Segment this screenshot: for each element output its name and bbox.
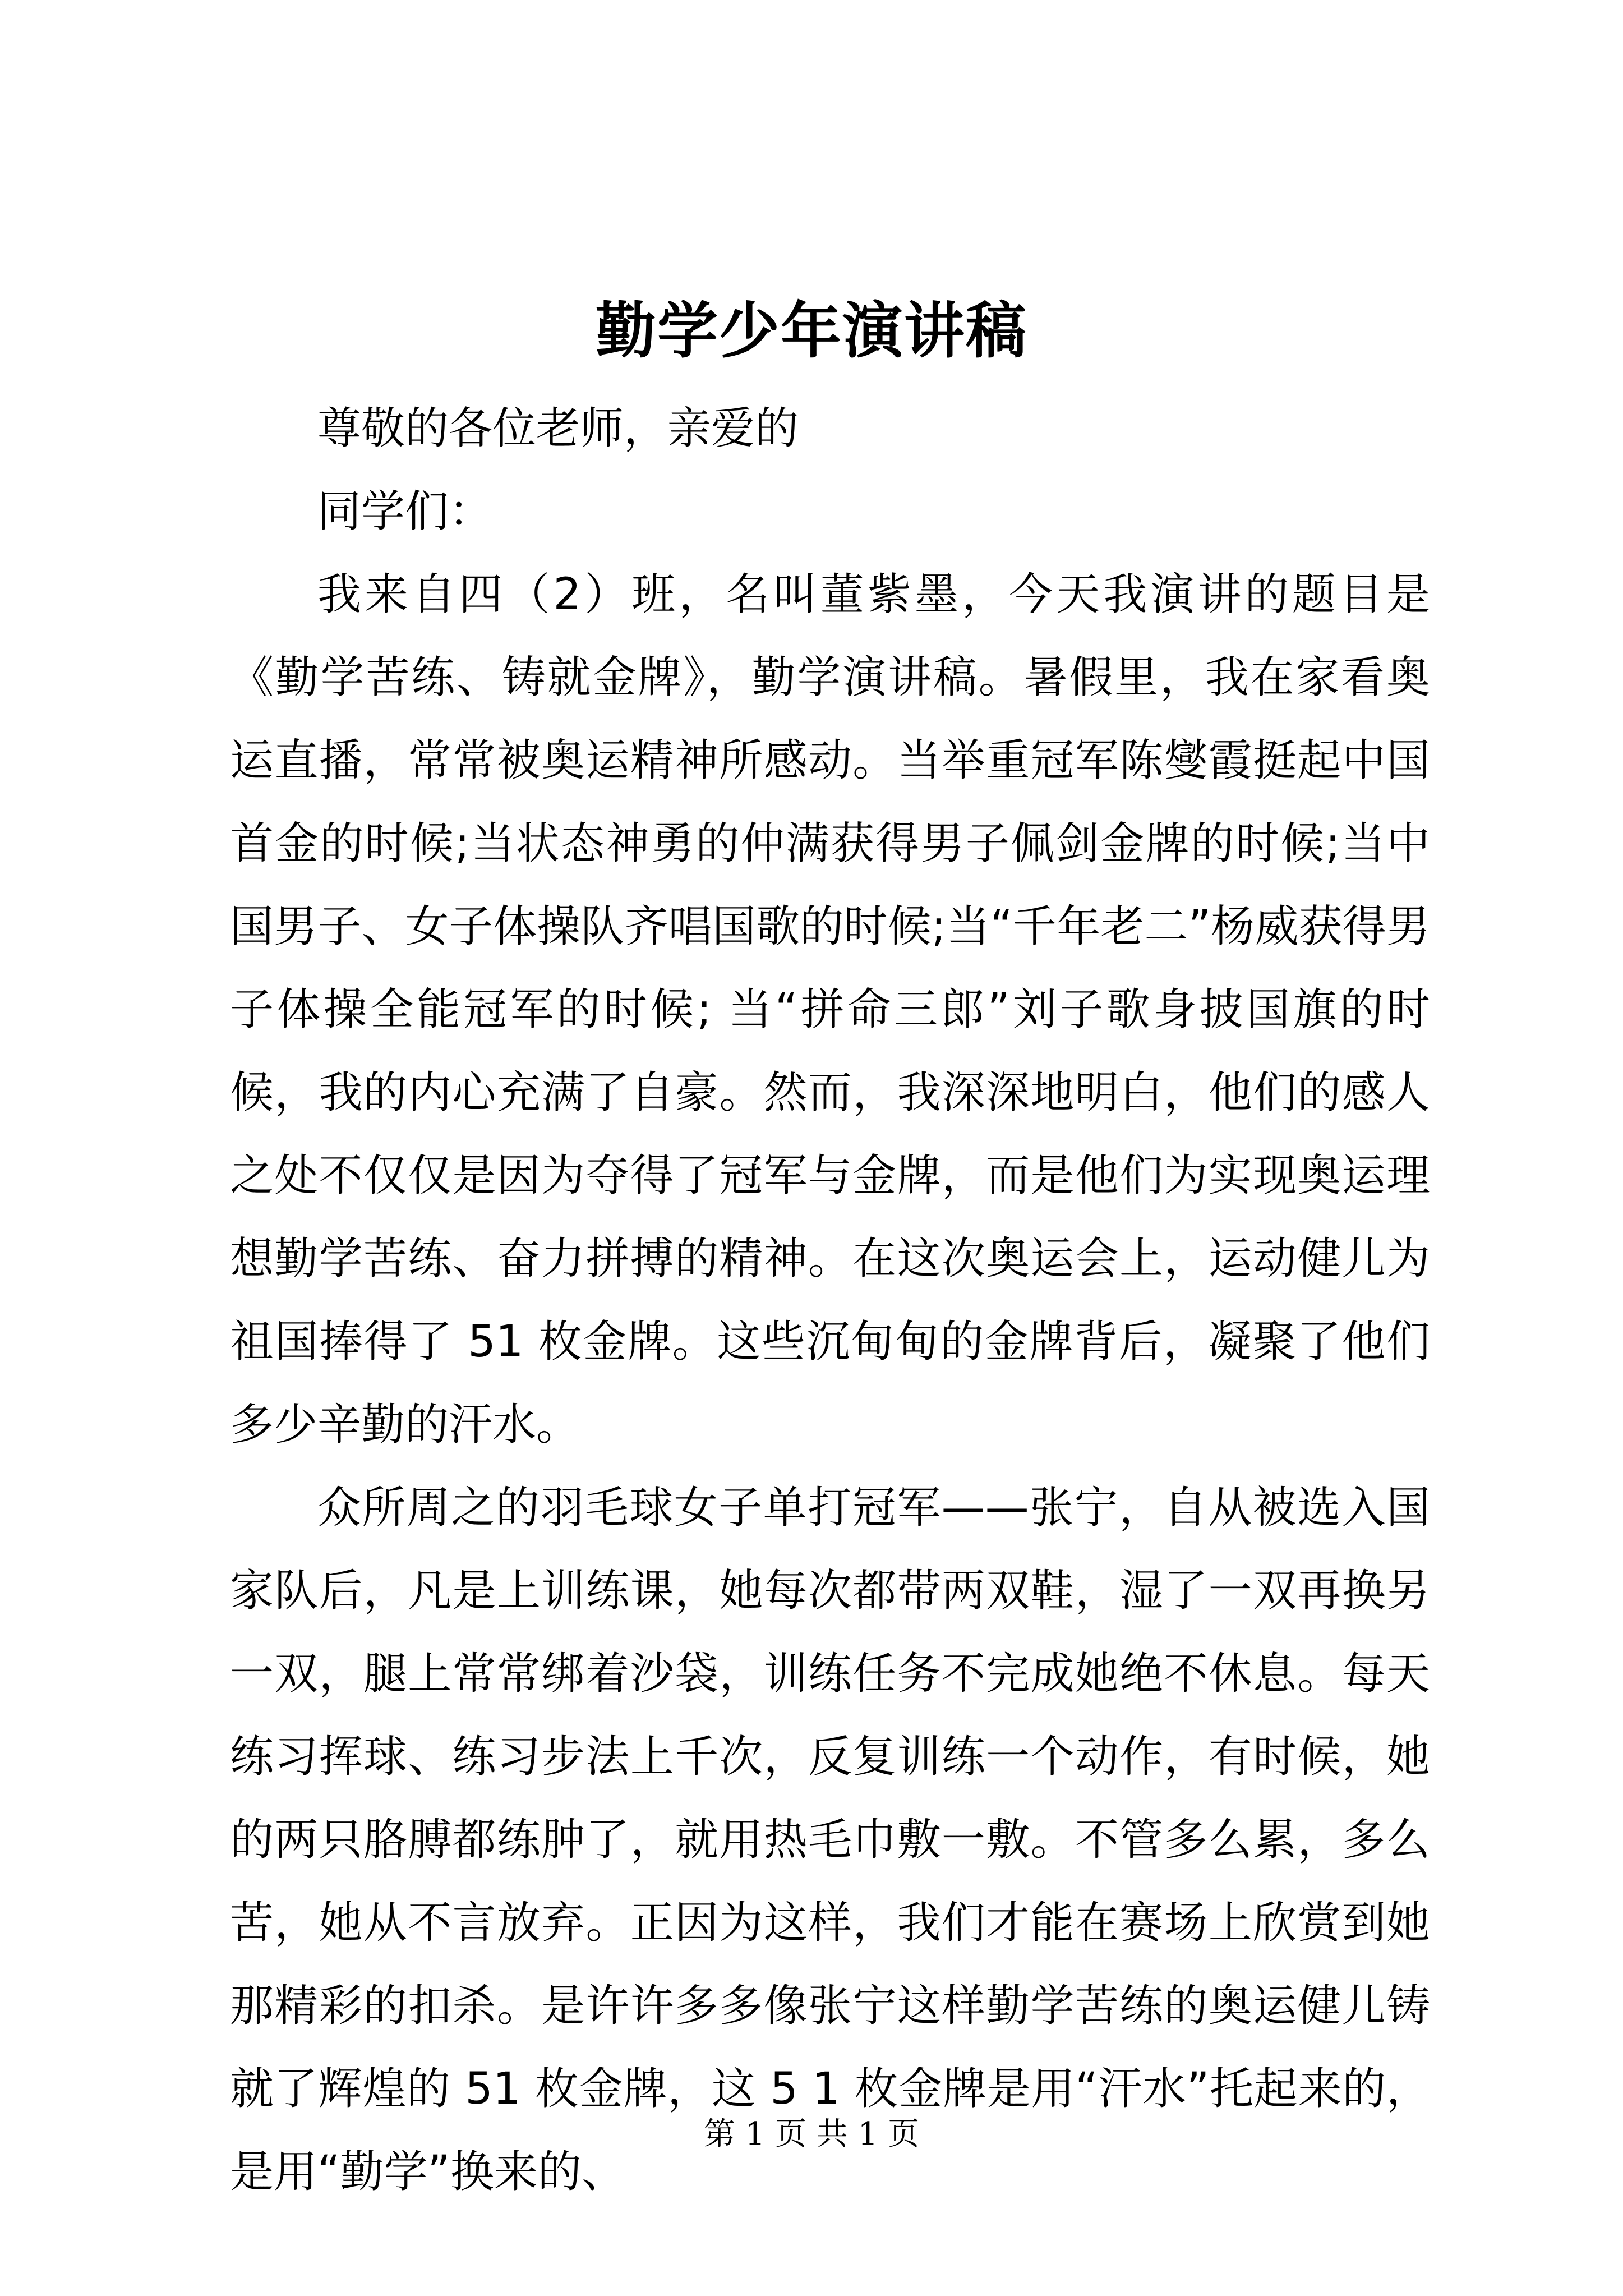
paragraph-salutation-cont: 同学们： [317,486,493,537]
document-body [230,387,1430,2214]
paragraph-salutation: 尊敬的各位老师，亲爱的 [317,403,799,454]
paragraph-2: 众所周之的羽毛球女子单打冠军——张宁，自从被选入国家队后，凡是上训练课，她每次都带两双鞋，湿了一双再换另一双，腿上常常绑着沙袋，训练任务不完成她绝不休息。每天练习挥球、练习步法上千次，反复训练一个动作，有时候，她的两只胳膊都练肿了，就用热毛巾敷一敷。不管多么累，多么苦，她从不言放弃。正因为这样，我们才能在赛场上欣赏到她那精彩的扣杀。是许许多多像张宁这样勤学苦练的奥运健儿铸就了辉煌的 51 枚金牌，这 5 1 枚金牌是用“汗水”托起来的，是用“勤学”换来的、 [230,1483,1430,2197]
document-title: 勤学少年演讲稿 [595,296,1027,366]
paragraph-1: 我来自四（2）班，名叫董紫墨，今天我演讲的题目是《勤学苦练、铸就金牌》，勤学演讲稿。暑假里，我在家看奥运直播，常常被奥运精神所感动。当举重冠军陈燮霞挺起中国首金的时候;当状态神勇的仲满获得男子佩剑金牌的时候;当中国男子、女子体操队齐唱国歌的时候;当“千年老二”杨威获得男子体操全能冠军的时候; 当“拼命三郎”刘子歌身披国旗的时候，我的内心充满了自豪。然而，我深深地明白，他们的感人之处不仅仅是因为夺得了冠军与金牌，而是他们为实现奥运理想勤学苦练、奋力拼搏的精神。在这次奥运会上，运动健儿为祖国捧得了 51 枚金牌。这些沉甸甸的金牌背后，凝聚了他们多少辛勤的汗水。 [230,569,1430,1450]
page-number-footer: 第 1 页 共 1 页 [703,2116,920,2152]
